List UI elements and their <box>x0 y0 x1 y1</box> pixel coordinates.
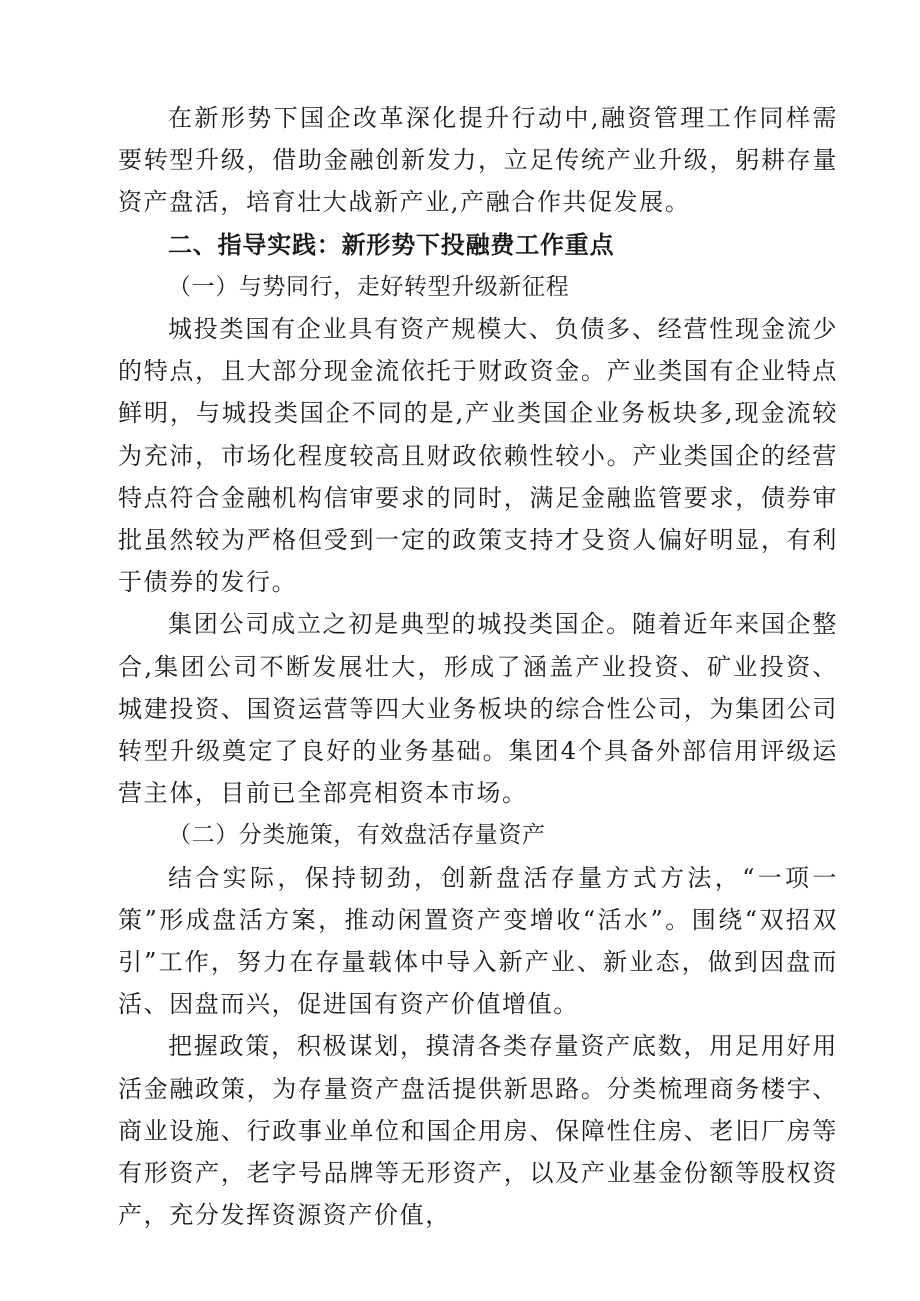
paragraph-policy: 把握政策，积极谋划，摸清各类存量资产底数，用足用好用活金融政策，为存量资产盘活提供新思路。分类梳理商务楼宇、商业设施、行政事业单位和国企用房、保障性住房、老旧厂房等有形资产，老字号品牌等无形资产，以及产业基金份额等股权资产，充分发挥资源资产价值， <box>118 1032 838 1230</box>
document-body <box>118 97 838 1236</box>
section-heading: 二、指导实践：新形势下投融费工作重点 <box>168 230 615 259</box>
paragraph-city-investment: 城投类国有企业具有资产规模大、负债多、经营性现金流少的特点，且大部分现金流依托于财政资金。产业类国有企业特点鲜明，与城投类国企不同的是,产业类国企业务板块多,现金流较为充沛，市场化程度较高且财政依赖性较小。产业类国企的经营特点符合金融机构信审要求的同时，满足金融监管要求，债券审批虽然较为严格但受到一定的政策支持才殳资人偏好明显，有利于债券的发行。 <box>118 315 838 597</box>
paragraph-revitalize: 结合实际，保持韧劲，创新盘活存量方式方法，“一项一策”形成盘活方案，推动闲置资产变增收“活水”。围绕“双招双引”工作，努力在存量载体中导入新产业、新业态，做到因盘而活、因盘而兴，促进国有资产价值增值。 <box>118 863 838 1019</box>
paragraph-intro: 在新形势下国企改革深化提升行动中,融资管理工作同样需要转型升级，借助金融创新发力，立足传统产业升级，躬耕存量资产盘活，培育壮大战新产业,产融合作共促发展。 <box>118 104 838 217</box>
subsection-heading-2: （二）分类施策，有效盘活存量资产 <box>168 822 546 849</box>
paragraph-group-company: 集团公司成立之初是典型的城投类国企。随着近年来国企整合,集团公司不断发展壮大，形成了涵盖产业投资、矿业投资、城建投资、国资运营等四大业务板块的综合性公司，为集团公司转型升级奠定了良好的业务基础。集团4个具备外部信用评级运营主体，目前已全部亮相资本市场。 <box>118 610 838 808</box>
subsection-heading-1: （一）与势同行，走好转型升级新征程 <box>168 273 570 300</box>
